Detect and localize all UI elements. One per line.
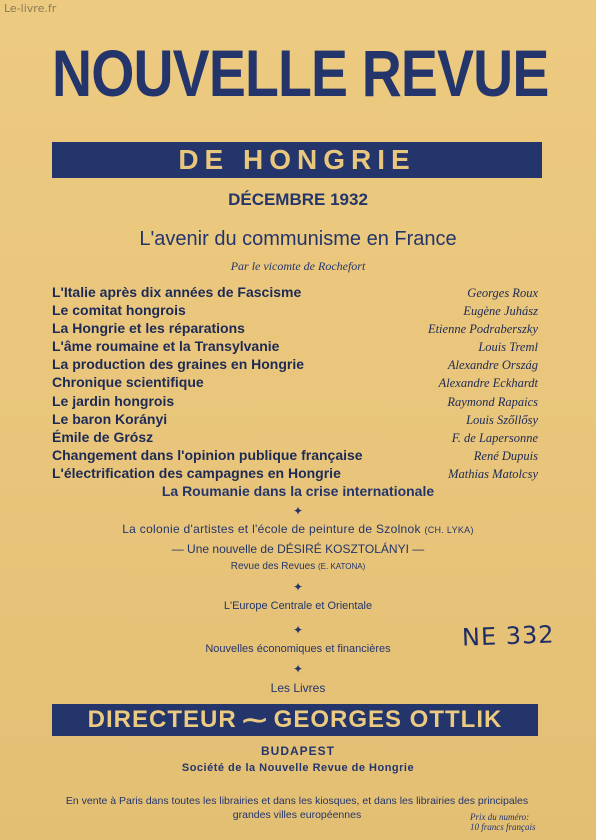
publisher-society: Société de la Nouvelle Revue de Hongrie [181, 762, 415, 774]
toc-author: Raymond Rapaics [447, 394, 538, 409]
price-notice [470, 812, 550, 833]
novella-line: — Une nouvelle de DÉSIRÉ KOSZTOLÁNYI — [171, 542, 425, 556]
toc-title: Le jardin hongrois [52, 392, 175, 409]
toc-author: Alexandre Eckhardt [438, 376, 538, 391]
magazine-subtitle: DE HONGRIE [178, 144, 416, 175]
table-of-contents [52, 284, 538, 483]
subtitle-band [52, 142, 542, 178]
publisher-city: BUDAPEST [260, 744, 335, 758]
toc-author: F. de Lapersonne [451, 430, 538, 445]
revue-line [0, 561, 596, 572]
toc-author: Eugène Juhász [463, 304, 538, 319]
director-name: GEORGES OTTLIK [273, 706, 503, 733]
toc-title: Émile de Grósz [52, 428, 154, 445]
toc-author: Mathias Matolcsy [448, 466, 538, 481]
toc-author: René Dupuis [473, 448, 538, 463]
toc-title: Chronique scientifique [52, 374, 204, 391]
toc-title: L'électrification des campagnes en Hongrie [52, 464, 341, 481]
toc-author: Louis Treml [478, 340, 538, 355]
colony-article [0, 522, 596, 536]
lead-article-title: L'avenir du communisme en France [139, 228, 457, 250]
toc-last-item: La Roumanie dans la crise internationale [161, 483, 435, 499]
toc-row [52, 465, 538, 483]
news-section: Nouvelles économiques et financières [205, 643, 391, 655]
sale-notice: En vente à Paris dans toutes les librairies et dans les kiosques, et dans les librairies des principales grandes villes européennes [65, 795, 529, 821]
toc-author: Etienne Podraberszky [427, 322, 538, 337]
toc-row [52, 447, 538, 465]
star-ornament: ✦ [292, 504, 304, 518]
toc-title: La production des graines en Hongrie [52, 356, 305, 373]
star-ornament: ✦ [292, 580, 304, 594]
price-value: 10 francs français [470, 822, 536, 833]
toc-row [52, 284, 538, 302]
issue-date: DÉCEMBRE 1932 [228, 190, 368, 209]
toc-title: La Hongrie et les réparations [52, 320, 245, 337]
toc-author: Louis Szőllősy [466, 412, 538, 427]
toc-row [52, 374, 538, 392]
director-label: DIRECTEUR [87, 706, 237, 733]
toc-title: Changement dans l'opinion publique française [52, 446, 363, 463]
toc-row [52, 411, 538, 429]
toc-row [52, 338, 538, 356]
toc-row [52, 302, 538, 320]
price-label: Prix du numéro: [470, 812, 530, 822]
toc-author: Alexandre Ország [447, 358, 538, 373]
books-section: Les Livres [270, 681, 326, 695]
handwritten-reference: NE 332 [461, 620, 556, 652]
colony-author: (CH. LYKA) [424, 525, 474, 535]
toc-row [52, 356, 538, 374]
magazine-title: NOUVELLE REVUE [52, 36, 549, 110]
toc-row [52, 429, 538, 447]
toc-title: Le baron Korányi [52, 410, 168, 427]
colony-title: La colonie d'artistes et l'école de peinture de Szolnok [122, 522, 421, 536]
star-ornament: ✦ [292, 662, 304, 676]
toc-title: Le comitat hongrois [52, 302, 186, 319]
director-band [52, 704, 538, 736]
toc-title: L'âme roumaine et la Transylvanie [52, 338, 280, 355]
toc-row [52, 393, 538, 411]
toc-author: Georges Roux [467, 286, 538, 300]
europe-section: L'Europe Centrale et Orientale [223, 600, 373, 612]
watermark: Le-livre.fr [4, 2, 57, 15]
swash-ornament: ⁓ [242, 706, 268, 734]
lead-article-author: Par le vicomte de Rochefort [230, 259, 366, 273]
toc-row [52, 320, 538, 338]
toc-title: L'Italie après dix années de Fascisme [52, 284, 302, 300]
revue-author: (E. KATONA) [318, 562, 366, 571]
revue-title: Revue des Revues [230, 561, 316, 572]
star-ornament: ✦ [292, 623, 304, 637]
